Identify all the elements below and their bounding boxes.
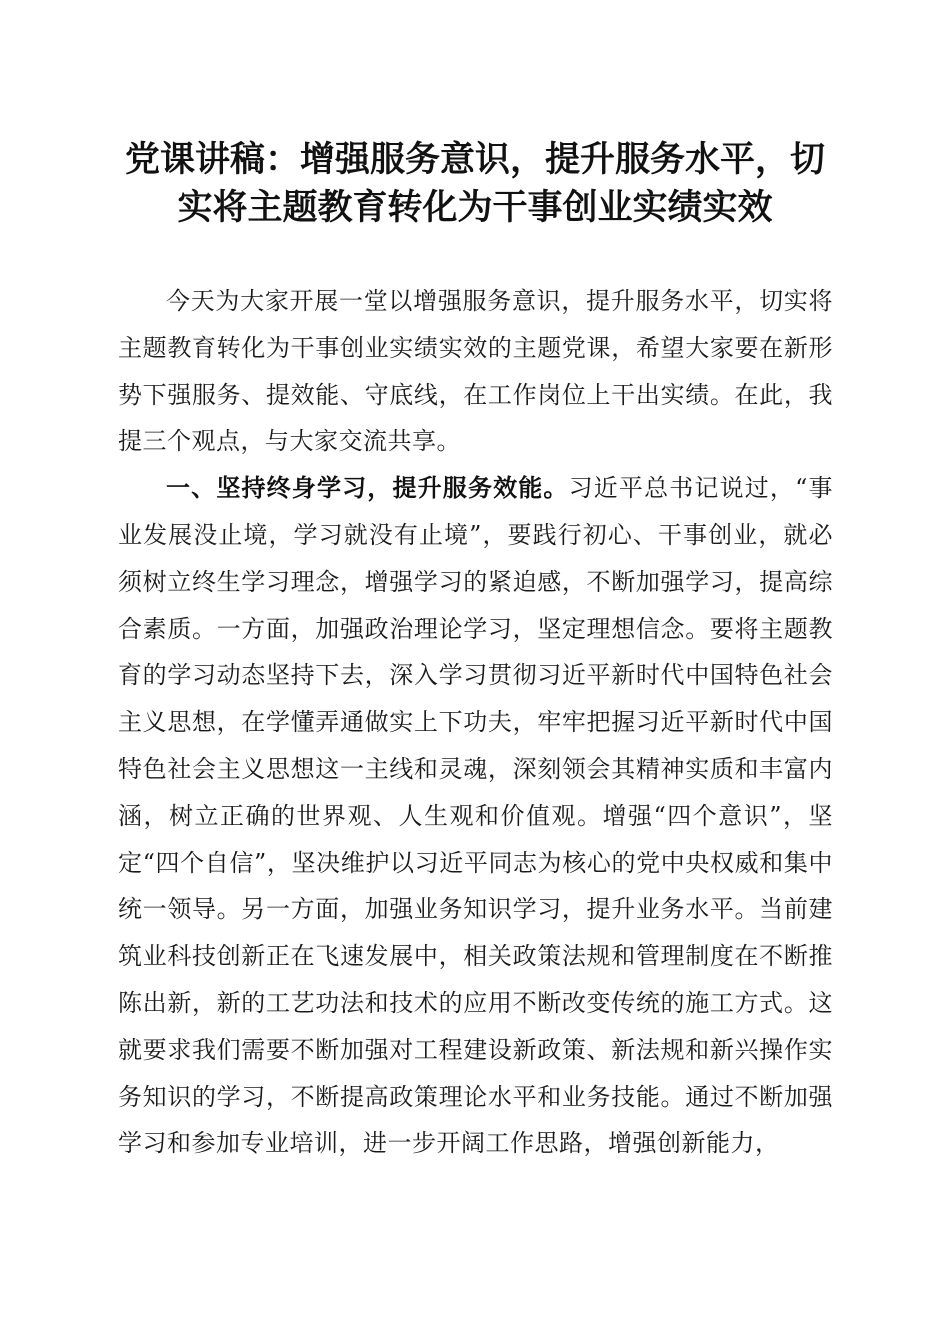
document-body <box>118 278 833 1167</box>
title-line-1: 党课讲稿：增强服务意识，提升服务水平，切 <box>124 139 825 180</box>
section-1-paragraph <box>118 465 833 1167</box>
section-1-heading: 一、坚持终身学习，提升服务效能。 <box>166 473 569 503</box>
title-line-2: 实将主题教育转化为干事创业实绩实效 <box>177 187 773 228</box>
intro-paragraph <box>118 278 833 465</box>
intro-paragraph-text: 今天为大家开展一堂以增强服务意识，提升服务水平，切实将主题教育转化为干事创业实绩实效的主题党课，希望大家要在新形势下强服务、提效能、守底线，在工作岗位上干出实绩。在此，我提三个观点，与大家交流共享。 <box>118 287 833 456</box>
document-title <box>100 136 850 232</box>
section-1-text: 习近平总书记说过，“事业发展没止境，学习就没有止境”，要践行初心、干事创业，就必须树立终生学习理念，增强学习的紧迫感，不断加强学习，提高综合素质。一方面，加强政治理论学习，坚定理想信念。要将主题教育的学习动态坚持下去，深入学习贯彻习近平新时代中国特色社会主义思想，在学懂弄通做实上下功夫，牢牢把握习近平新时代中国特色社会主义思想这一主线和灵魂，深刻领会其精神实质和丰富内涵，树立正确的世界观、人生观和价值观。增强“四个意识”，坚定“四个自信”，坚决维护以习近平同志为核心的党中央权威和集中统一领导。另一方面，加强业务知识学习，提升业务水平。当前建筑业科技创新正在飞速发展中，相关政策法规和管理制度在不断推陈出新，新的工艺功法和技术的应用不断改变传统的施工方式。这就要求我们需要不断加强对工程建设新政策、新法规和新兴操作实务知识的学习，不断提高政策理论水平和业务技能。通过不断加强学习和参加专业培训，进一步开阔工作思路，增强创新能力， <box>118 474 834 1158</box>
